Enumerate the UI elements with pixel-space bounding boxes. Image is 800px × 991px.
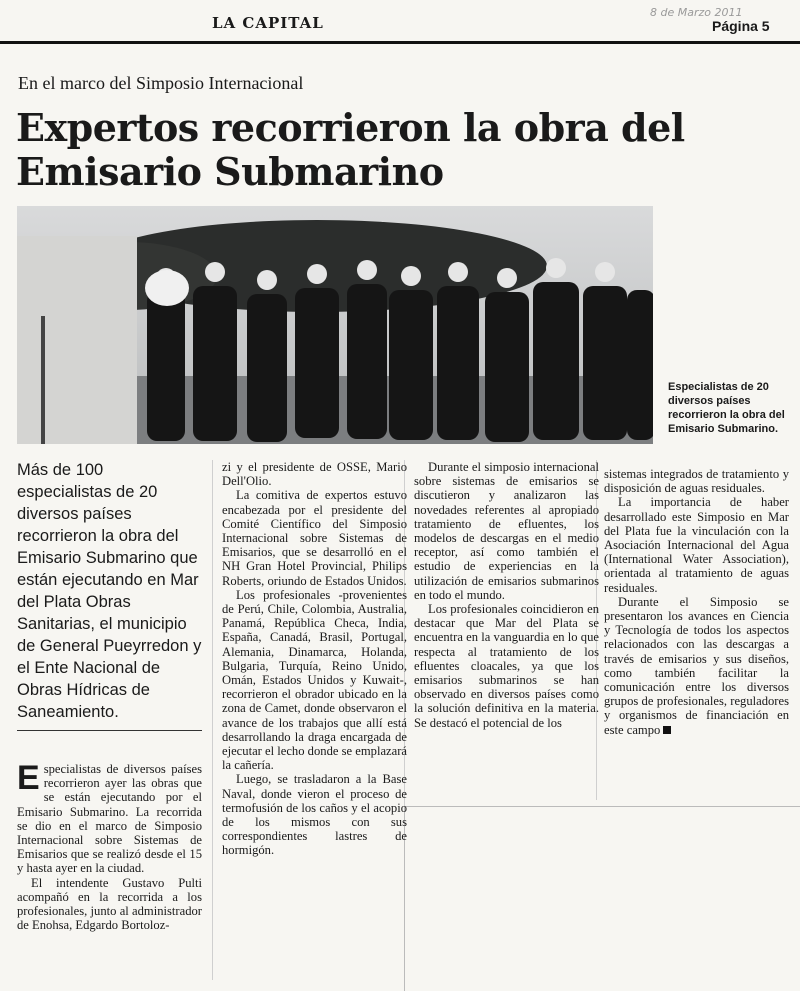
page-number: Página 5	[712, 18, 770, 34]
article-kicker: En el marco del Simposio Internacional	[18, 73, 304, 93]
body-column-2	[222, 460, 407, 858]
masthead-rule	[0, 41, 800, 44]
paragraph: Los profesionales coincidieron en destacar que Mar del Plata se encuentra en la vanguardia en lo que respecta al tratamiento de los efluentes cloacales, ya que los emisarios submarinos se han observado en diversos países como la solución definitiva en la materia. Se destacó el potencial de los	[414, 602, 599, 730]
newspaper-name: LA CAPITAL	[212, 14, 324, 32]
body-column-3	[414, 460, 599, 730]
paragraph: El intendente Gustavo Pulti acompañó en la recorrida a los profesionales, junto al administrador de Enohsa, Edgardo Bortoloz-	[17, 875, 202, 933]
blank-box-border	[404, 806, 800, 807]
masthead	[0, 0, 800, 66]
handwritten-date: 8 de Marzo 2011	[650, 6, 743, 19]
paragraph	[17, 759, 202, 876]
group-photo-illustration	[17, 206, 653, 444]
paragraph-text: specialistas de diversos países recorrieron ayer las obras que se están ejecutando por el Emisario Submarino. La recorrida se dio en el marco de Simposio Internacional sobre Sistemas de Emisarios que se realizó desde el 15 y hasta ayer en la ciudad.	[17, 762, 202, 876]
intro-divider	[17, 730, 202, 731]
paragraph: La comitiva de expertos estuvo encabezada por el presidente del Comité Científico del Simposio Internacional sobre Sistemas de Emisarios, que se desarrolló en el NH Gran Hotel Provincial, Philips Roberts, oriundo de Estados Unidos.	[222, 488, 407, 588]
paragraph: zi y el presidente de OSSE, Mario Dell'Olio.	[222, 460, 407, 489]
article-photo	[17, 206, 653, 444]
paragraph: Los profesionales -provenientes de Perú, Chile, Colombia, Australia, Panamá, República Checa, India, España, Canadá, Brasil, Portugal, Alemania, Dinamarca, Holanda, Bulgaria, Turquía, Reino Unido, Omán, Estados Unidos y Kuwait-, recorrieron el obrador ubicado en la zona de Camet, donde observaron el avance de los trabajos que allí está desarrollando la draga encargada de ejecutar el lecho donde se emplazará la cañería.	[222, 587, 407, 773]
paragraph: Luego, se trasladaron a la Base Naval, donde vieron el proceso de termofusión de los caños y el acopio de los mismos con sus correspondientes lastres de hormigón.	[222, 772, 407, 858]
end-of-article-mark	[663, 726, 671, 734]
article-intro: Más de 100 especialistas de 20 diversos países recorrieron la obra del Emisario Submarino que están ejecutando en Mar del Plata Obras Sanitarias, el municipio de General Pueyrredon y el Ente Nacional de Obras Hídricas de Saneamiento.	[17, 461, 202, 721]
drop-cap: E	[17, 759, 40, 797]
paragraph: sistemas integrados de tratamiento y disposición de aguas residuales.	[604, 467, 789, 496]
body-column-1	[17, 759, 202, 933]
article-headline: Expertos recorrieron la obra del Emisario Submarino	[16, 105, 685, 194]
column-divider	[212, 460, 213, 980]
photo-caption: Especialistas de 20 diversos países recorrieron la obra del Emisario Submarino.	[668, 381, 785, 435]
paragraph-text: Durante el Simposio se presentaron los avances en Ciencia y Tecnología de todos los aspectos relacionados con las descargas a través de emisarios y sus diseños, como también facilitar la comunicación entre los diversos grupos de profesionales, reguladores y organismos de financiación en este campo	[604, 594, 789, 737]
body-column-4	[604, 467, 789, 737]
paragraph: La importancia de haber desarrollado este Simposio en Mar del Plata fue la vinculación con la Asociación Internacional del Agua (International Water Association), orientada al tratamiento de aguas residuales.	[604, 495, 789, 595]
paragraph	[604, 595, 789, 737]
paragraph: Durante el simposio internacional sobre sistemas de emisarios se discutieron y analizaron las novedades referentes al apropiado tratamiento de efluentes, los modelos de descargas en el medio receptor, así como también el estudio de experiencias en la utilización de emisarios submarinos en todo el mundo.	[414, 460, 599, 602]
